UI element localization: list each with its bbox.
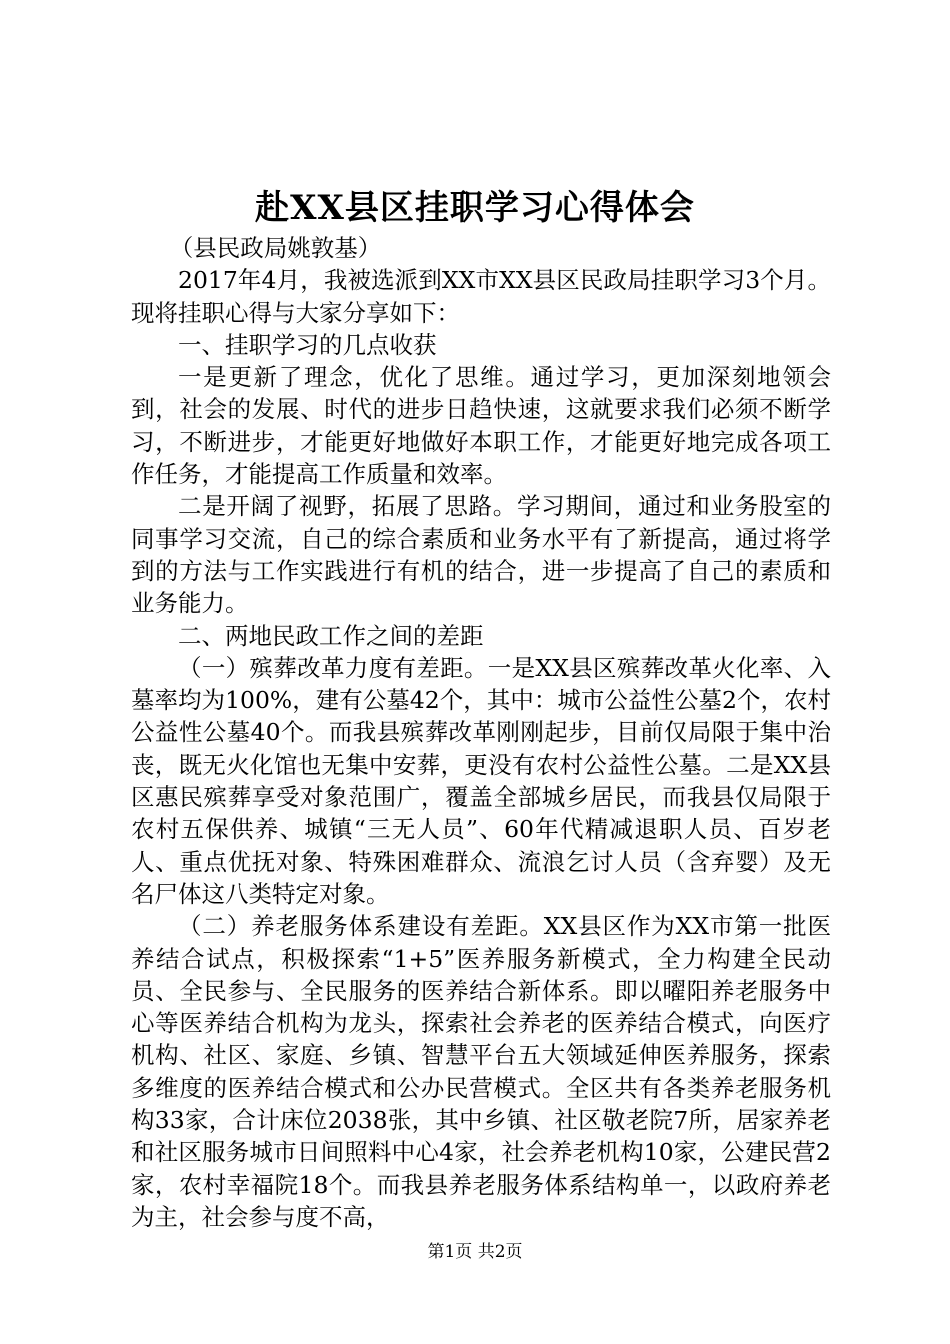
paragraph-funeral-reform: （一）殡葬改革力度有差距。一是XX县区殡葬改革火化率、入墓率均为100%，建有公墓42个，其中：城市公益性公墓2个，农村公益性公墓40个。而我县殡葬改革刚刚起步，目前仅局限于集中治丧，既无火化馆也无集中安葬，更没有农村公益性公墓。二是XX县区惠民殡葬享受对象范围广，覆盖全部城乡居民，而我县仅局限于农村五保供养、城镇“三无人员”、60年代精减退职人员、百岁老人、重点优抚对象、特殊困难群众、流浪乞讨人员（含弃婴）及无名尸体这八类特定对象。 xyxy=(131,653,831,908)
paragraph-intro: 2017年4月，我被选派到XX市XX县区民政局挂职学习3个月。现将挂职心得与大家分享如下： xyxy=(131,266,831,327)
section-heading-gaps: 二、两地民政工作之间的差距 xyxy=(178,621,484,650)
paragraph-elderly-care: （二）养老服务体系建设有差距。XX县区作为XX市第一批医养结合试点，积极探索“1+5”医养服务新模式，全力构建全民动员、全民参与、全民服务的医养结合新体系。即以曜阳养老服务中心等医养结合机构为龙头，探索社会养老的医养结合模式，向医疗机构、社区、家庭、乡镇、智慧平台五大领域延伸医养服务，探索多维度的医养结合模式和公办民营模式。全区共有各类养老服务机构33家，合计床位2038张，其中乡镇、社区敬老院7所，居家养老和社区服务城市日间照料中心4家，社会养老机构10家，公建民营2家，农村幸福院18个。而我县养老服务体系结构单一，以政府养老为主，社会参与度不高， xyxy=(131,912,831,1231)
page-footer: 第1页 共2页 xyxy=(427,1242,523,1262)
paragraph-gain-one: 一是更新了理念，优化了思维。通过学习，更加深刻地领会到，社会的发展、时代的进步日趋快速，这就要求我们必须不断学习，不断进步，才能更好地做好本职工作，才能更好地完成各项工作任务，才能提高工作质量和效率。 xyxy=(131,363,831,489)
document-title: 赴XX县区挂职学习心得体会 xyxy=(255,188,695,228)
section-heading-gains: 一、挂职学习的几点收获 xyxy=(178,330,437,359)
document-body xyxy=(131,232,831,1233)
paragraph-gain-two: 二是开阔了视野，拓展了思路。学习期间，通过和业务股室的同事学习交流，自己的综合素质和业务水平有了新提高，通过将学到的方法与工作实践进行有机的结合，进一步提高了自己的素质和业务能力。 xyxy=(131,492,831,618)
author-line: （县民政局姚敦基） xyxy=(169,234,382,262)
